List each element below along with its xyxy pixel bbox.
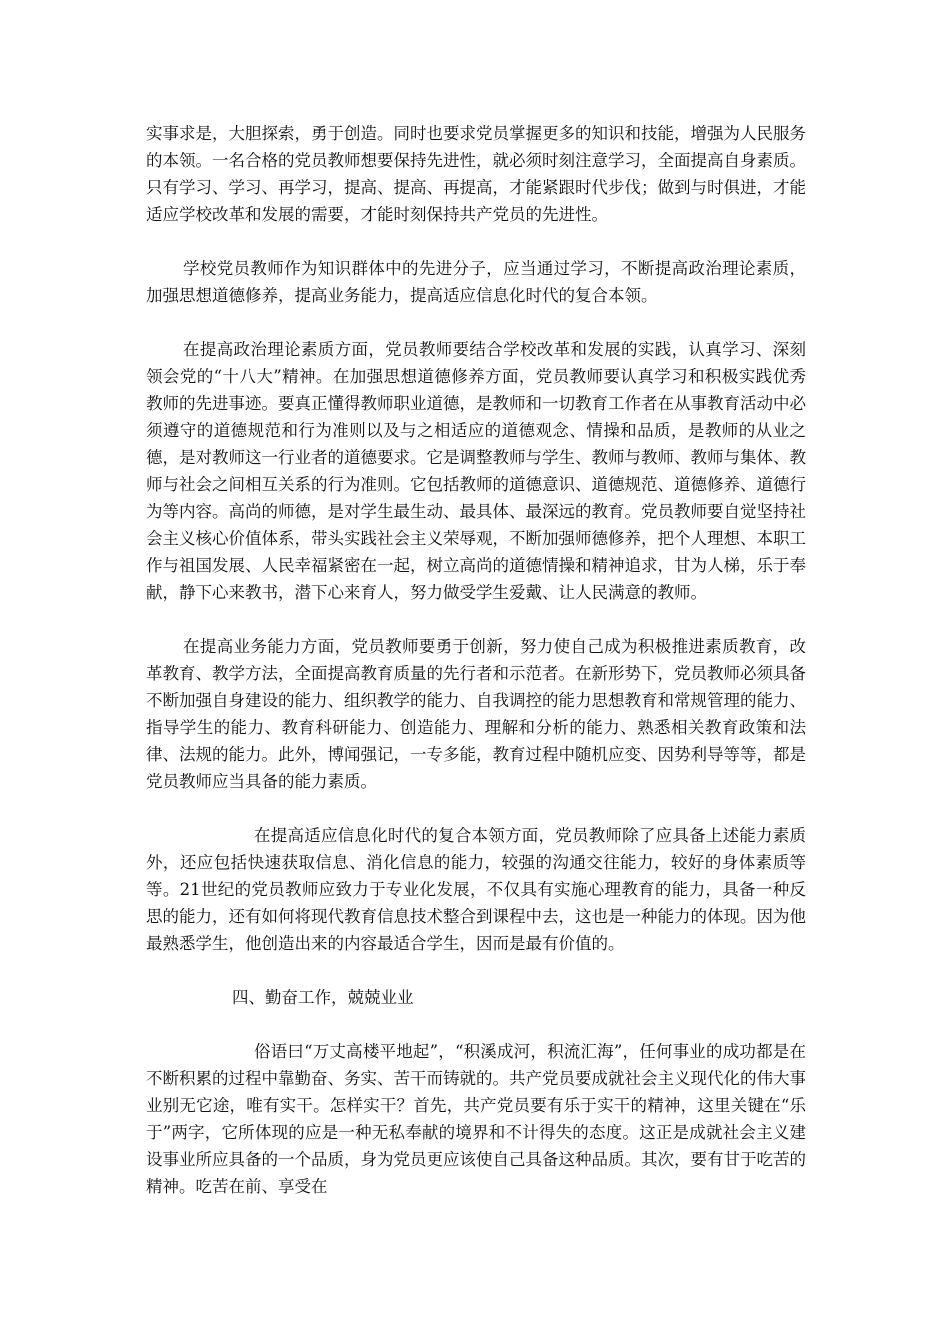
document-body bbox=[146, 120, 806, 1227]
section-heading: 四、勤奋工作，兢兢业业 bbox=[232, 988, 414, 1007]
paragraph-party-teacher-learning: 学校党员教师作为知识群体中的先进分子，应当通过学习，不断提高政治理论素质，加强思想道德修养，提高业务能力，提高适应信息化时代的复合本领。 bbox=[146, 259, 806, 305]
paragraph-hard-work: 俗语曰“万丈高楼平地起”，“积溪成河，积流汇海”，任何事业的成功都是在不断积累的过程中靠勤奋、务实、苦干而铸就的。共产党员要成就社会主义现代化的伟大事业别无它途，唯有实干。怎样实干？首先，共产党员要有乐于实干的精神，这里关键在“乐于”两字，它所体现的应是一种无私奉献的境界和不计得失的态度。这正是成就社会主义建设事业所应具备的一个品质，身为党员更应该使自己具备这种品质。其次，要有甘于吃苦的精神。吃苦在前、享受在 bbox=[146, 1042, 806, 1196]
paragraph-continuation: 实事求是，大胆探索，勇于创造。同时也要求党员掌握更多的知识和技能，增强为人民服务的本领。一名合格的党员教师想要保持先进性，就必须时刻注意学习，全面提高自身素质。只有学习、学习、再学习，提高、提高、再提高，才能紧跟时代步伐；做到与时俱进，才能适应学校改革和发展的需要，才能时刻保持共产党员的先进性。 bbox=[146, 124, 806, 224]
paragraph-professional-ability: 在提高业务能力方面，党员教师要勇于创新，努力使自己成为积极推进素质教育，改革教育、教学方法，全面提高教育质量的先行者和示范者。在新形势下，党员教师必须具备不断加强自身建设的能力、组织教学的能力、自我调控的能力思想教育和常规管理的能力、指导学生的能力、教育科研能力、创造能力、理解和分析的能力、熟悉相关教育政策和法律、法规的能力。此外，博闻强记，一专多能，教育过程中随机应变、因势利导等等，都是党员教师应当具备的能力素质。 bbox=[146, 637, 806, 791]
paragraph-information-age: 在提高适应信息化时代的复合本领方面，党员教师除了应具备上述能力素质外，还应包括快速获取信息、消化信息的能力，较强的沟通交往能力，较好的身体素质等等。21世纪的党员教师应致力于专业化发展，不仅具有实施心理教育的能力，具备一种反思的能力，还有如何将现代教育信息技术整合到课程中去，这也是一种能力的体现。因为他最熟悉学生，他创造出来的内容最适合学生，因而是最有价值的。 bbox=[146, 826, 806, 953]
paragraph-political-theory: 在提高政治理论素质方面，党员教师要结合学校改革和发展的实践，认真学习、深刻领会党的“十八大”精神。在加强思想道德修养方面，党员教师要认真学习和积极实践优秀教师的先进事迹。要真正懂得教师职业道德，是教师和一切教育工作者在从事教育活动中必须遵守的道德规范和行为准则以及与之相适应的道德观念、情操和品质，是教师的从业之德，是对教师这一行业者的道德要求。它是调整教师与学生、教师与教师、教师与集体、教师与社会之间相互关系的行为准则。它包括教师的道德意识、道德规范、道德修养、道德行为等内容。高尚的师德，是对学生最生动、最具体、最深远的教育。党员教师要自觉坚持社会主义核心价值体系，带头实践社会主义荣辱观，不断加强师德修养，把个人理想、本职工作与祖国发展、人民幸福紧密在一起，树立高尚的道德情操和精神追求，甘为人梯，乐于奉献，静下心来教书，潜下心来育人，努力做受学生爱戴、让人民满意的教师。 bbox=[146, 340, 806, 602]
